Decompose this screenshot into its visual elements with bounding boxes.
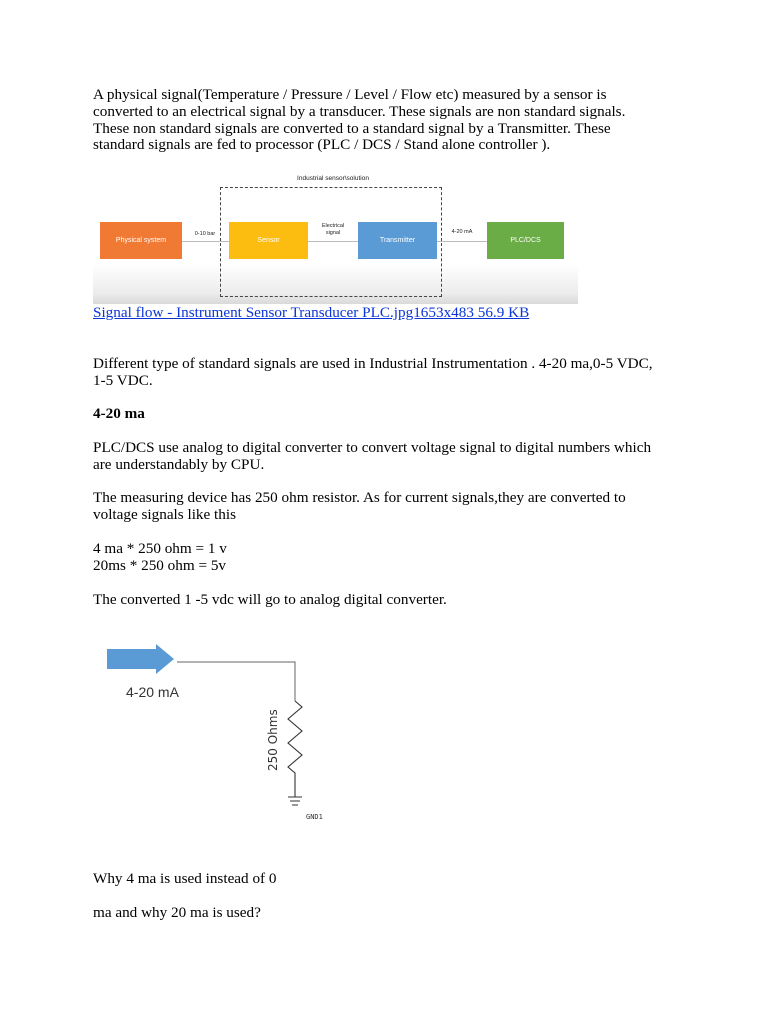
arrow-label: signal — [325, 230, 341, 236]
formula-line: 20ms * 250 ohm = 5v — [93, 556, 227, 574]
current-label: 4-20 mA — [126, 684, 179, 700]
image-link-paragraph — [93, 305, 683, 322]
text-line: These non standard signals are converted to a standard signal by a Transmitter. These — [93, 119, 611, 137]
formula-block — [93, 541, 683, 575]
resistor-label: 250 Ohms — [266, 709, 280, 771]
transmitter-box: Transmitter — [358, 222, 437, 259]
text-line: voltage signals like this — [93, 505, 236, 523]
arrow-label: 4-20 mA — [451, 229, 473, 235]
resistor-circuit-diagram — [93, 627, 335, 853]
diagram-title: Industrial sensor\solution — [297, 175, 369, 182]
plc-dcs-box: PLC/DCS — [487, 222, 564, 259]
formula-line: 4 ma * 250 ohm = 1 v — [93, 540, 227, 557]
resistor-icon — [288, 701, 302, 797]
question-line-1: Why 4 ma is used instead of 0 — [93, 870, 277, 887]
question-line-2: ma and why 20 ma is used? — [93, 904, 261, 921]
flow-arrow — [308, 241, 358, 242]
standard-signals-paragraph — [93, 356, 683, 390]
circuit-wire — [177, 662, 295, 701]
text-line: standard signals are fed to processor (PLC / DCS / Stand alone controller ). — [93, 136, 551, 154]
arrow-label: Electrical — [321, 223, 345, 229]
text-line: Different type of standard signals are used in Industrial Instrumentation . 4-20 ma,0-5 VDC, — [93, 355, 653, 372]
current-arrow-icon — [107, 644, 174, 674]
text-line: converted to an electrical signal by a transducer. These signals are non standard signals. — [93, 102, 626, 120]
flow-arrow — [182, 241, 229, 242]
text-line: are understandably by CPU. — [93, 455, 265, 473]
ground-label: GND1 — [306, 813, 323, 821]
physical-system-box: Physical system — [100, 222, 182, 259]
text-line: A physical signal(Temperature / Pressure / Level / Flow etc) measured by a sensor is — [93, 86, 607, 103]
arrow-label: 0-10 bar — [194, 231, 216, 237]
intro-paragraph — [93, 87, 683, 154]
text-line: 1-5 VDC. — [93, 371, 153, 389]
text-line: The measuring device has 250 ohm resistor. As for current signals,they are converted to — [93, 489, 626, 506]
signal-flow-diagram — [93, 171, 578, 304]
image-link[interactable]: Signal flow - Instrument Sensor Transducer PLC.jpg1653x483 56.9 KB — [93, 304, 530, 321]
sensor-box: Sensor — [229, 222, 308, 259]
converter-paragraph: The converted 1 -5 vdc will go to analog digital converter. — [93, 591, 447, 608]
text-line: PLC/DCS use analog to digital converter to convert voltage signal to digital numbers which — [93, 439, 652, 456]
resistor-paragraph — [93, 490, 683, 524]
flow-arrow — [437, 241, 487, 242]
adc-paragraph — [93, 440, 683, 474]
section-heading: 4-20 ma — [93, 405, 145, 422]
circuit-svg — [93, 627, 335, 853]
